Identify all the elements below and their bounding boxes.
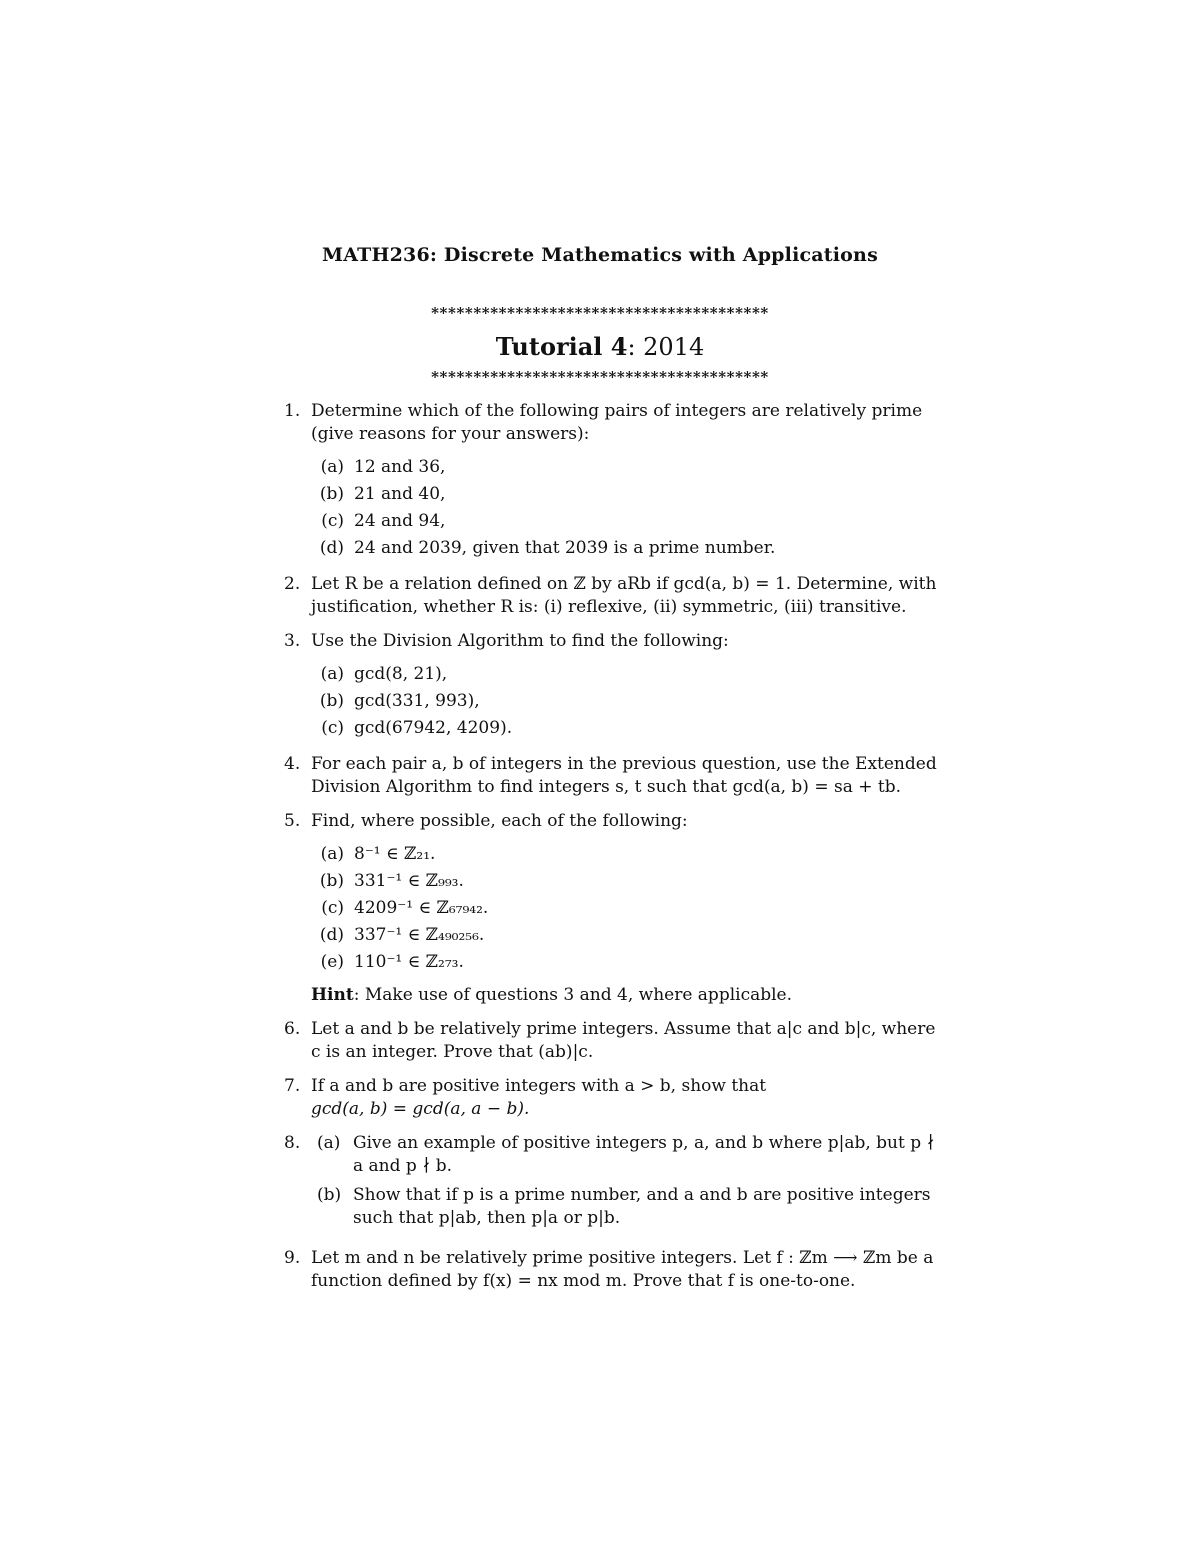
question-4 (284, 753, 944, 799)
sub-item-label: (c) (321, 718, 344, 738)
sub-item-text: 337⁻¹ ∈ ℤ₄₉₀₂₅₆. (354, 925, 485, 945)
tutorial-title (0, 332, 1200, 361)
sub-item (311, 688, 944, 715)
star-divider-bottom: **************************************** (431, 368, 769, 386)
sub-item (311, 661, 944, 688)
sub-item-label: (b) (319, 871, 344, 891)
sub-item (311, 895, 944, 922)
sub-item-list (311, 841, 944, 976)
question-text: Find, where possible, each of the following: (311, 811, 688, 831)
sub-item-text: 331⁻¹ ∈ ℤ₉₉₃. (354, 871, 464, 891)
star-divider-top: **************************************** (431, 304, 769, 322)
question-number: 1. (284, 401, 301, 421)
sub-item-label: (d) (319, 538, 344, 558)
question-9 (284, 1247, 944, 1293)
tutorial-year: : 2014 (627, 333, 705, 361)
sub-item (311, 1184, 944, 1230)
sub-item-label: (a) (320, 457, 344, 477)
sub-item-label: (e) (320, 952, 344, 972)
question-text-line2: gcd(a, b) = gcd(a, a − b). (311, 1099, 530, 1119)
question-number: 3. (284, 631, 301, 651)
tutorial-label: Tutorial 4 (495, 332, 628, 361)
sub-item-label: (b) (317, 1185, 342, 1205)
sub-item (311, 454, 944, 481)
sub-item-text: 4209⁻¹ ∈ ℤ₆₇₉₄₂. (354, 898, 489, 918)
sub-item (311, 949, 944, 976)
question-1 (284, 400, 944, 562)
sub-item-text: 24 and 2039, given that 2039 is a prime number. (354, 538, 776, 558)
sub-item-label: (c) (321, 898, 344, 918)
sub-item (311, 481, 944, 508)
question-text-line1: If a and b are positive integers with a > b, show that (311, 1076, 767, 1096)
hint-text: : Make use of questions 3 and 4, where applicable. (353, 985, 793, 1005)
question-number: 4. (284, 754, 301, 774)
question-text: Use the Division Algorithm to find the following: (311, 631, 729, 651)
sub-item-text: Give an example of positive integers p, a, and b where p|ab, but p ∤ a and p ∤ b. (353, 1133, 935, 1176)
sub-item (311, 508, 944, 535)
sub-item-label: (c) (321, 511, 344, 531)
question-5 (284, 810, 944, 1007)
sub-item-label: (a) (320, 844, 344, 864)
sub-item (311, 841, 944, 868)
question-list (284, 400, 944, 1304)
sub-item-label: (a) (317, 1133, 341, 1153)
question-text: Let a and b be relatively prime integers. Assume that a|c and b|c, where c is an integer. Prove that (ab)|c. (311, 1019, 936, 1062)
sub-item (311, 1132, 944, 1178)
sub-item-text: gcd(67942, 4209). (354, 718, 513, 738)
question-number: 5. (284, 811, 301, 831)
question-number: 6. (284, 1019, 301, 1039)
sub-item-label: (a) (320, 664, 344, 684)
sub-item-label: (b) (319, 691, 344, 711)
sub-item (311, 922, 944, 949)
sub-item-text: 8⁻¹ ∈ ℤ₂₁. (354, 844, 436, 864)
question-number: 2. (284, 574, 301, 594)
sub-item-text: 110⁻¹ ∈ ℤ₂₇₃. (354, 952, 464, 972)
question-text: Determine which of the following pairs of integers are relatively prime (give reasons for your answers): (311, 401, 923, 444)
sub-item-list (311, 661, 944, 742)
question-8 (284, 1132, 944, 1236)
sub-item (311, 715, 944, 742)
question-text: For each pair a, b of integers in the previous question, use the Extended Division Algorithm to find integers s, t such that gcd(a, b) = sa + tb. (311, 754, 937, 797)
course-title: MATH236: Discrete Mathematics with Applications (322, 244, 878, 266)
question-2 (284, 573, 944, 619)
question-text: Let R be a relation defined on ℤ by aRb if gcd(a, b) = 1. Determine, with justification, whether R is: (i) reflexive, (ii) symmetric, (iii) transitive. (311, 574, 937, 617)
sub-item-text: 21 and 40, (354, 484, 446, 504)
sub-item-label: (d) (319, 925, 344, 945)
question-3 (284, 630, 944, 742)
sub-item-text: gcd(8, 21), (354, 664, 448, 684)
sub-item (311, 535, 944, 562)
question-6 (284, 1018, 944, 1064)
sub-item-list (311, 454, 944, 562)
question-text: Let m and n be relatively prime positive integers. Let f : ℤm ⟶ ℤm be a function defined by f(x) = nx mod m. Prove that f is one-to-one. (311, 1248, 934, 1291)
hint (311, 984, 944, 1007)
sub-item-text: Show that if p is a prime number, and a and b are positive integers such that p|ab, then p|a or p|b. (353, 1185, 931, 1228)
question-number: 9. (284, 1248, 301, 1268)
sub-item-text: 24 and 94, (354, 511, 446, 531)
hint-label: Hint (311, 985, 354, 1005)
question-number: 8. (284, 1133, 301, 1153)
sub-item (311, 868, 944, 895)
sub-item-text: 12 and 36, (354, 457, 446, 477)
sub-item-text: gcd(331, 993), (354, 691, 480, 711)
question-number: 7. (284, 1076, 301, 1096)
sub-item-label: (b) (319, 484, 344, 504)
question-7 (284, 1075, 944, 1121)
